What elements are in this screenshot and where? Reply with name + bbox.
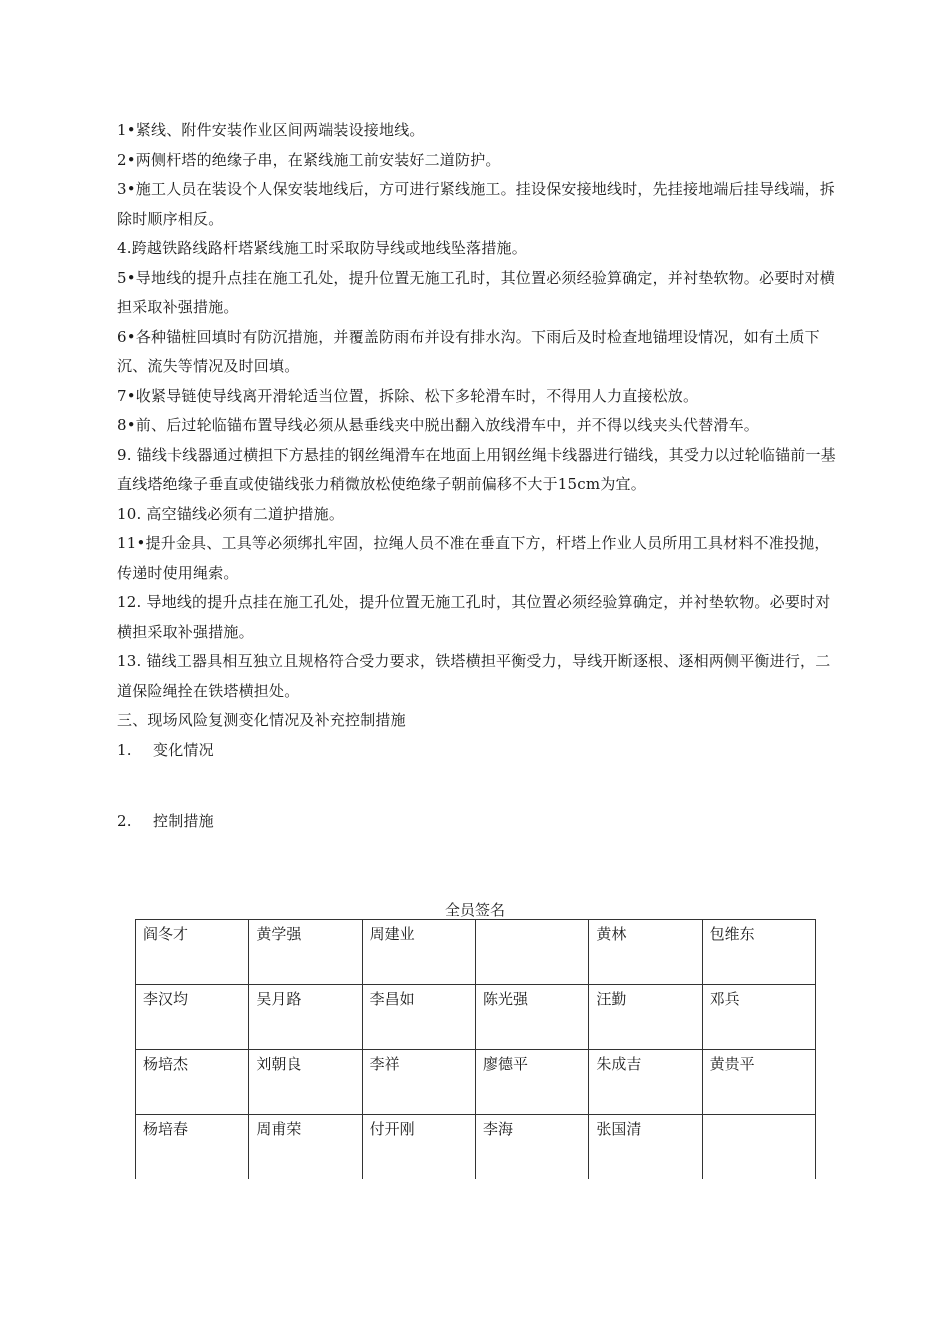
signature-cell: 周甫荣 [249, 1115, 362, 1180]
measure-item-1: 1•紧线、附件安装作业区间两端装设接地线。 [117, 121, 425, 139]
measure-item-7: 7•收紧导链使导线离开滑轮适当位置，拆除、松下多轮滑车时，不得用人力直接松放。 [117, 386, 699, 405]
measure-item-10: 10. 高空锚线必须有二道护措施。 [117, 504, 345, 523]
signature-cell: 吴月路 [249, 985, 362, 1050]
signature-cell: 杨培杰 [136, 1050, 249, 1115]
measure-item-4: 4.跨越铁路线路杆塔紧线施工时采取防导线或地线坠落措施。 [117, 239, 527, 257]
subsection-controls [117, 807, 842, 837]
signature-cell [702, 1115, 815, 1180]
signature-cell: 廖德平 [475, 1050, 588, 1115]
signature-cell: 张国清 [589, 1115, 702, 1180]
signature-table [135, 919, 816, 1179]
signature-cell: 李汉均 [136, 985, 249, 1050]
measure-item-9: 9. 锚线卡线器通过横担下方悬挂的钢丝绳滑车在地面上用钢丝绳卡线器进行锚线，其受力以过轮临锚前一基直线塔绝缘子垂直或使锚线张力稍微放松使绝缘子朝前偏移不大于15cm为宜。 [117, 445, 836, 493]
table-row [136, 1050, 816, 1115]
signature-cell: 邓兵 [702, 985, 815, 1050]
signature-cell: 黄学强 [249, 920, 362, 985]
document-body [117, 116, 842, 837]
signature-cell: 黄林 [589, 920, 702, 985]
measure-item-13: 13. 锚线工器具相互独立且规格符合受力要求，铁塔横担平衡受力，导线开断逐根、逐相两侧平衡进行，二道保险绳拴在铁塔横担处。 [117, 652, 831, 700]
section-3-title: 三、现场风险复测变化情况及补充控制措施 [117, 711, 406, 729]
signature-cell: 黄贵平 [702, 1050, 815, 1115]
subsection-changes-number: 1. [117, 740, 132, 759]
signature-cell: 汪勤 [589, 985, 702, 1050]
measure-item-5: 5•导地线的提升点挂在施工孔处，提升位置无施工孔时，其位置必须经验算确定，并衬垫软物。必要时对横担采取补强措施。 [117, 268, 835, 316]
subsection-changes-label: 变化情况 [153, 740, 214, 759]
signature-caption: 全员签名 [444, 901, 505, 919]
table-row [136, 985, 816, 1050]
signature-cell: 包维东 [702, 920, 815, 985]
measure-item-12: 12. 导地线的提升点挂在施工孔处，提升位置无施工孔时，其位置必须经验算确定，并衬垫软物。必要时对横担采取补强措施。 [117, 593, 831, 641]
signature-cell: 刘朝良 [249, 1050, 362, 1115]
signature-cell: 李海 [475, 1115, 588, 1180]
subsection-controls-label: 控制措施 [153, 812, 214, 830]
signature-cell: 朱成吉 [589, 1050, 702, 1115]
measure-item-11: 11•提升金具、工具等必须绑扎牢固，拉绳人员不准在垂直下方，杆塔上作业人员所用工具材料不准投抛，传递时使用绳索。 [117, 534, 830, 582]
subsection-controls-number: 2. [117, 812, 132, 830]
signature-cell: 杨培春 [136, 1115, 249, 1180]
changes-blank-space [117, 765, 842, 807]
signature-cell: 陈光强 [475, 985, 588, 1050]
signature-cell: 周建业 [362, 920, 475, 985]
measure-item-8: 8•前、后过轮临锚布置导线必须从悬垂线夹中脱出翻入放线滑车中，并不得以线夹头代替滑车。 [117, 416, 759, 434]
subsection-changes [117, 736, 842, 766]
signature-cell: 阎冬才 [136, 920, 249, 985]
measure-item-2: 2•两侧杆塔的绝缘子串，在紧线施工前安装好二道防护。 [117, 150, 501, 169]
measure-item-6: 6•各种锚桩回填时有防沉措施，并覆盖防雨布并设有排水沟。下雨后及时检查地锚埋设情况，如有土质下沉、流失等情况及时回填。 [117, 327, 820, 375]
signature-cell: 付开刚 [362, 1115, 475, 1180]
signature-cell: 李祥 [362, 1050, 475, 1115]
measure-item-3: 3•施工人员在装设个人保安装地线后，方可进行紧线施工。挂设保安接地线时，先挂接地端后挂导线端，拆除时顺序相反。 [117, 180, 835, 228]
signature-cell [475, 920, 588, 985]
table-row [136, 1115, 816, 1180]
signature-cell: 李昌如 [362, 985, 475, 1050]
table-row [136, 920, 816, 985]
